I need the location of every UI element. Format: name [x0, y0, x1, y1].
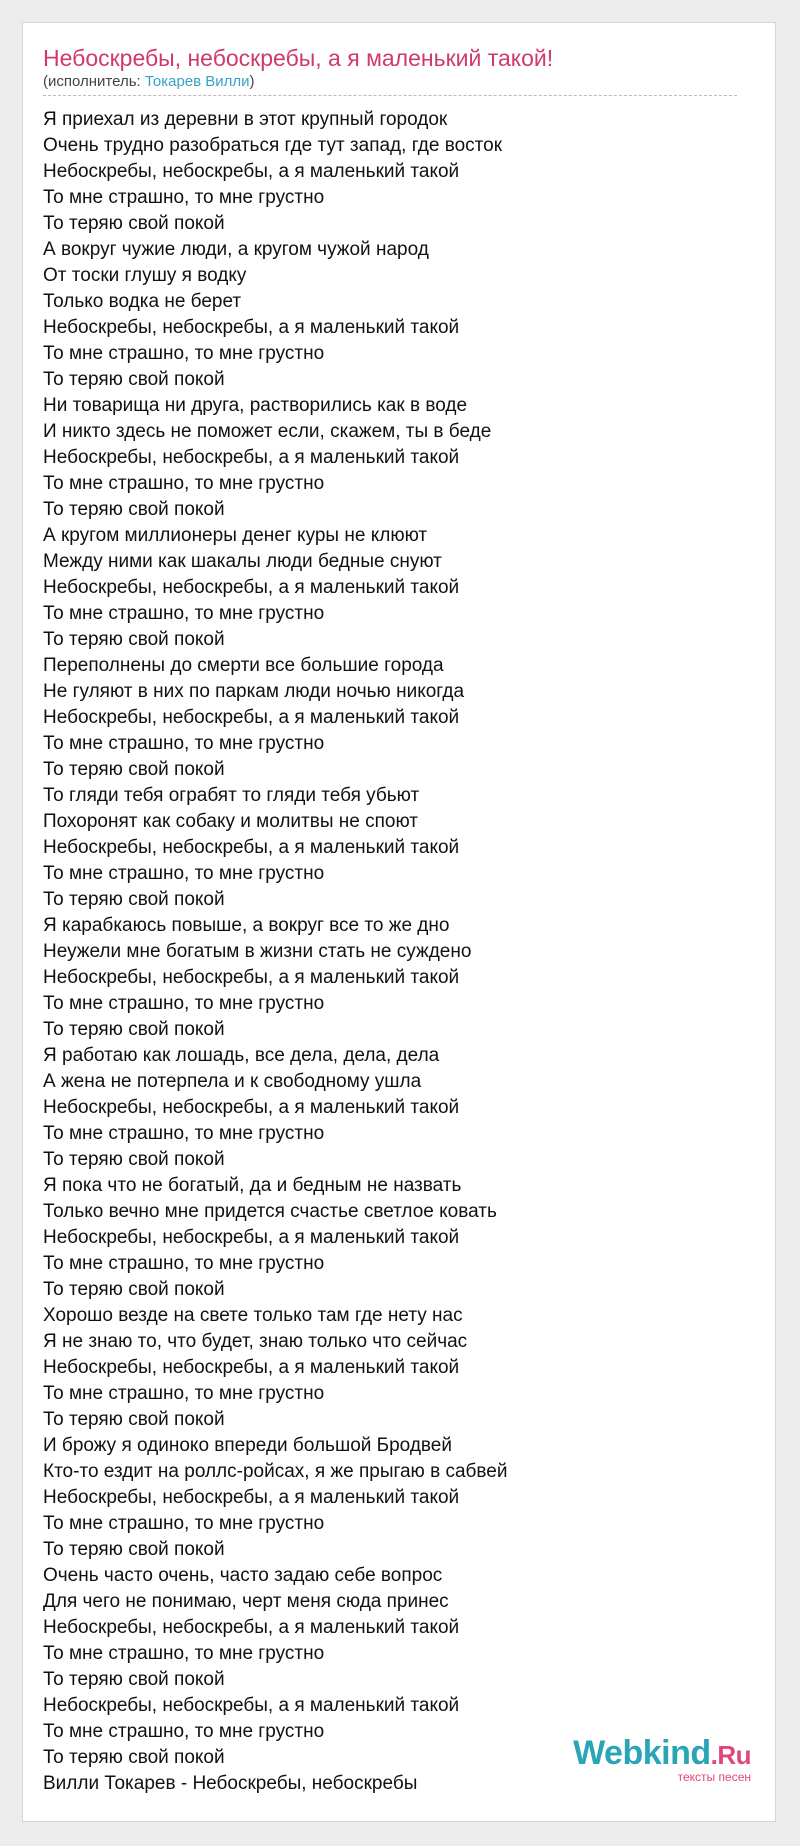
lyric-line: То мне страшно, то мне грустно [43, 993, 325, 1014]
site-logo[interactable] [573, 1735, 751, 1783]
lyric-line: Для чего не понимаю, черт меня сюда принес [43, 1591, 449, 1612]
lyric-line: Очень часто очень, часто задаю себе вопрос [43, 1565, 443, 1586]
lyric-line: Я пока что не богатый, да и бедным не назвать [43, 1175, 462, 1196]
lyric-line: Я карабкаюсь повыше, а вокруг все то же дно [43, 915, 450, 936]
lyric-line: То мне страшно, то мне грустно [43, 1721, 325, 1742]
lyrics-card [22, 22, 776, 1822]
lyric-line: Только вечно мне придется счастье светлое ковать [43, 1201, 497, 1222]
lyric-line: То мне страшно, то мне грустно [43, 1643, 325, 1664]
lyric-line: А жена не потерпела и к свободному ушла [43, 1071, 422, 1092]
lyric-line: То теряю свой покой [43, 629, 225, 650]
lyric-line: Кто-то ездит на роллс-ройсах, я же прыгаю в сабвей [43, 1461, 508, 1482]
artist-link[interactable]: Токарев Вилли [144, 73, 250, 90]
lyric-line: И никто здесь не поможет если, скажем, ты в беде [43, 421, 492, 442]
lyric-line: То теряю свой покой [43, 759, 225, 780]
lyric-line: То теряю свой покой [43, 1019, 225, 1040]
lyric-line: Ни товарища ни друга, растворились как в воде [43, 395, 468, 416]
artist-suffix: ) [249, 73, 255, 90]
lyric-line: Небоскребы, небоскребы, а я маленький такой [43, 1097, 460, 1118]
lyric-line: То теряю свой покой [43, 369, 225, 390]
lyric-line: Небоскребы, небоскребы, а я маленький такой [43, 447, 460, 468]
lyric-line: Небоскребы, небоскребы, а я маленький такой [43, 1357, 460, 1378]
lyric-line: Небоскребы, небоскребы, а я маленький такой [43, 1487, 460, 1508]
lyric-line: То теряю свой покой [43, 889, 225, 910]
lyric-line: Я приехал из деревни в этот крупный городок [43, 109, 448, 130]
lyric-line: Неужели мне богатым в жизни стать не суждено [43, 941, 472, 962]
lyric-line: То мне страшно, то мне грустно [43, 343, 325, 364]
lyric-line: Небоскребы, небоскребы, а я маленький такой [43, 1617, 460, 1638]
lyric-line: То теряю свой покой [43, 1747, 225, 1768]
lyric-line: Между ними как шакалы люди бедные снуют [43, 551, 442, 572]
lyric-line: От тоски глушу я водку [43, 265, 247, 286]
lyric-line: То мне страшно, то мне грустно [43, 1253, 325, 1274]
lyric-line: Похоронят как собаку и молитвы не споют [43, 811, 419, 832]
artist-line [43, 73, 255, 91]
lyric-line: Я не знаю то, что будет, знаю только что сейчас [43, 1331, 468, 1352]
lyric-line: Хорошо везде на свете только там где нету нас [43, 1305, 463, 1326]
lyric-line: То мне страшно, то мне грустно [43, 1123, 325, 1144]
lyric-line: То мне страшно, то мне грустно [43, 1383, 325, 1404]
lyric-line: То теряю свой покой [43, 1409, 225, 1430]
lyric-line: Небоскребы, небоскребы, а я маленький такой [43, 317, 460, 338]
lyric-line: Вилли Токарев - Небоскребы, небоскребы [43, 1773, 418, 1794]
lyric-line: То гляди тебя ограбят то гляди тебя убьют [43, 785, 420, 806]
lyric-line: Небоскребы, небоскребы, а я маленький такой [43, 967, 460, 988]
artist-prefix: (исполнитель: [43, 73, 145, 90]
lyric-line: То мне страшно, то мне грустно [43, 733, 325, 754]
lyric-line: Только водка не берет [43, 291, 242, 312]
lyric-line: Небоскребы, небоскребы, а я маленький такой [43, 837, 460, 858]
lyric-line: Очень трудно разобраться где тут запад, где восток [43, 135, 503, 156]
lyric-line: А вокруг чужие люди, а кругом чужой народ [43, 239, 429, 260]
logo-main-text: Webkind [573, 1734, 711, 1772]
lyric-line: То мне страшно, то мне грустно [43, 473, 325, 494]
lyric-line: Небоскребы, небоскребы, а я маленький такой [43, 161, 460, 182]
page-title: Небоскребы, небоскребы, а я маленький такой! [43, 45, 554, 71]
lyric-line: Небоскребы, небоскребы, а я маленький такой [43, 577, 460, 598]
lyric-line: То мне страшно, то мне грустно [43, 863, 325, 884]
lyric-line: То мне страшно, то мне грустно [43, 603, 325, 624]
lyrics-list [43, 107, 507, 1797]
lyric-line: То теряю свой покой [43, 1669, 225, 1690]
lyric-line: То мне страшно, то мне грустно [43, 1513, 325, 1534]
lyric-line: Переполнены до смерти все большие города [43, 655, 444, 676]
lyric-line: Я работаю как лошадь, все дела, дела, дела [43, 1045, 440, 1066]
lyric-line: То теряю свой покой [43, 499, 225, 520]
logo-tld: .Ru [710, 1740, 751, 1770]
lyric-line: И брожу я одиноко впереди большой Бродвей [43, 1435, 452, 1456]
lyric-line: То теряю свой покой [43, 1149, 225, 1170]
title-divider [43, 95, 737, 96]
lyric-line: Не гуляют в них по паркам люди ночью никогда [43, 681, 465, 702]
lyric-line: А кругом миллионеры денег куры не клюют [43, 525, 428, 546]
lyric-line: Небоскребы, небоскребы, а я маленький такой [43, 1227, 460, 1248]
logo-tagline: тексты песен [677, 1770, 751, 1784]
lyric-line: То теряю свой покой [43, 1539, 225, 1560]
logo-wordmark [573, 1735, 751, 1773]
lyric-line: То теряю свой покой [43, 213, 225, 234]
lyric-line: Небоскребы, небоскребы, а я маленький такой [43, 707, 460, 728]
lyric-line: То теряю свой покой [43, 1279, 225, 1300]
lyric-line: Небоскребы, небоскребы, а я маленький такой [43, 1695, 460, 1716]
lyric-line: То мне страшно, то мне грустно [43, 187, 325, 208]
